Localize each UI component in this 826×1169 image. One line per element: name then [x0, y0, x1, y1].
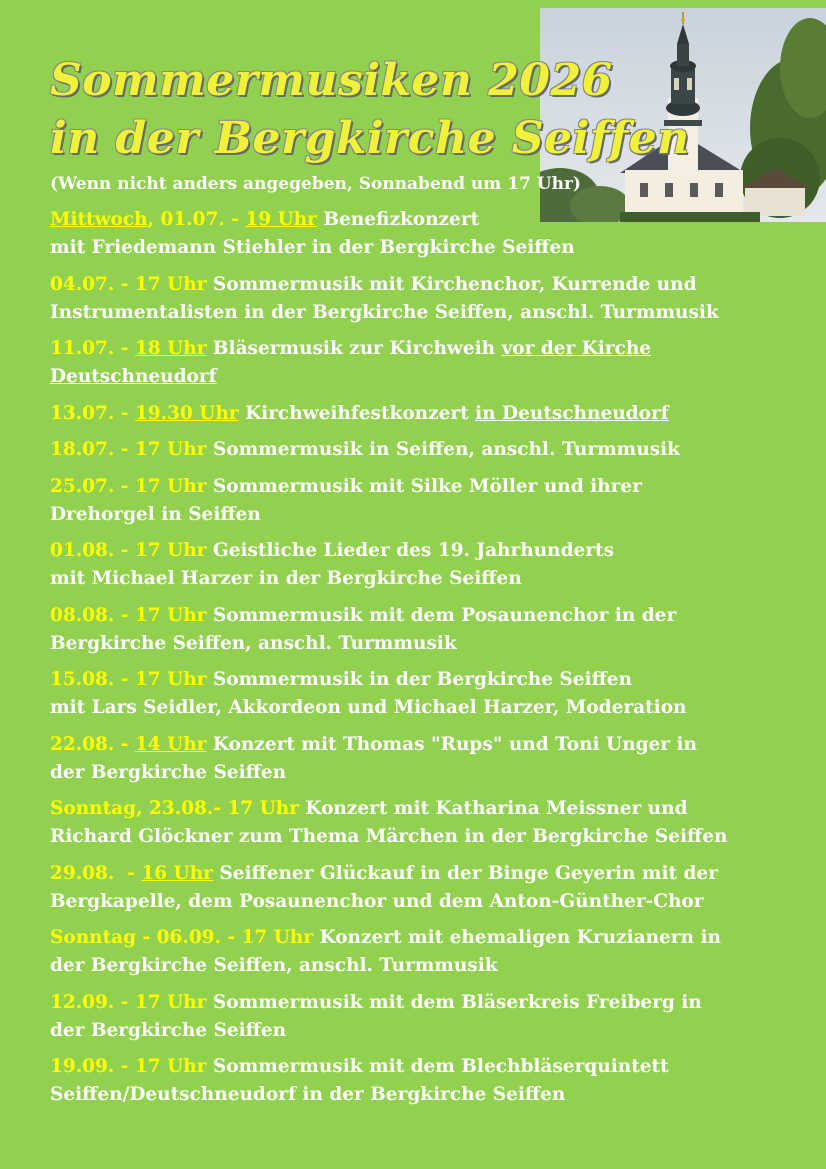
- event-description-cont: Bergkapelle, dem Posaunenchor und dem Anton-Günther-Chor: [50, 890, 704, 912]
- event-item: [50, 1053, 790, 1109]
- event-day: Mittwoch: [50, 209, 148, 230]
- event-description: Sommermusik mit Kirchenchor, Kurrende und: [206, 273, 697, 295]
- event-date: , 01.07. -: [147, 209, 246, 230]
- event-time: 14 Uhr: [134, 733, 207, 755]
- event-item: [50, 731, 790, 787]
- event-time: 19.30 Uhr: [134, 402, 239, 424]
- event-date: 15.08. - 17 Uhr: [50, 669, 207, 690]
- event-item: [50, 537, 790, 593]
- title-line-1: Sommermusiken 2026: [50, 55, 613, 106]
- event-date: 22.08. -: [50, 733, 135, 755]
- event-description-cont: der Bergkirche Seiffen: [50, 761, 287, 783]
- event-description: Seiffener Glückauf in der Binge Geyerin mit der: [212, 862, 718, 884]
- event-time: 16 Uhr: [141, 862, 213, 884]
- event-date: 29.08. -: [50, 862, 142, 884]
- event-item: [50, 924, 790, 980]
- event-time: 19 Uhr: [245, 209, 317, 230]
- event-description-cont: mit Lars Seidler, Akkordeon und Michael Harzer, Moderation: [50, 697, 687, 718]
- event-description-cont: mit Friedemann Stiehler in der Bergkirche Seiffen: [50, 237, 575, 258]
- event-date: Sonntag - 06.09. - 17 Uhr: [50, 927, 314, 948]
- event-description: Sommermusik mit dem Posaunenchor in der: [206, 604, 677, 626]
- page-title: [50, 52, 690, 168]
- event-description: Konzert mit Thomas "Rups" und Toni Unger in: [206, 733, 697, 755]
- event-date: 13.07. -: [50, 402, 135, 424]
- event-description: Konzert mit Katharina Meissner und: [298, 798, 688, 819]
- event-description: Sommermusik mit dem Blechbläserquintett: [206, 1056, 669, 1077]
- event-description: Konzert mit ehemaligen Kruzianern in: [313, 927, 721, 948]
- event-description-cont: der Bergkirche Seiffen, anschl. Turmmusik: [50, 955, 498, 976]
- event-item: [50, 602, 790, 658]
- event-date: 25.07. - 17 Uhr: [50, 475, 207, 497]
- event-description-cont: Richard Glöckner zum Thema Märchen in der Bergkirche Seiffen: [50, 826, 728, 847]
- event-description: Kirchweihfestkonzert: [238, 402, 476, 424]
- event-place: vor der Kirche: [501, 338, 652, 359]
- event-item: [50, 436, 790, 464]
- event-date: 04.07. - 17 Uhr: [50, 273, 207, 295]
- event-list: [50, 206, 790, 1118]
- event-date: 01.08. - 17 Uhr: [50, 540, 207, 561]
- event-item: [50, 400, 790, 428]
- event-description-cont: Seiffen/Deutschneudorf in der Bergkirche Seiffen: [50, 1084, 566, 1105]
- event-date: 12.09. - 17 Uhr: [50, 991, 207, 1013]
- event-description: Bläsermusik zur Kirchweih: [206, 338, 502, 359]
- event-place: in Deutschneudorf: [475, 402, 669, 424]
- event-item: [50, 335, 790, 391]
- event-description-cont: Instrumentalisten in der Bergkirche Seiffen, anschl. Turmmusik: [50, 301, 719, 323]
- event-date: 18.07. - 17 Uhr: [50, 439, 207, 460]
- event-date: 08.08. - 17 Uhr: [50, 604, 207, 626]
- event-description-cont: der Bergkirche Seiffen: [50, 1019, 287, 1041]
- event-description-cont: Drehorgel in Seiffen: [50, 503, 261, 525]
- event-description: Sommermusik in der Bergkirche Seiffen: [206, 669, 632, 690]
- event-description: Geistliche Lieder des 19. Jahrhunderts: [206, 540, 615, 561]
- event-description: Benefizkonzert: [316, 209, 480, 230]
- event-description-cont: Bergkirche Seiffen, anschl. Turmmusik: [50, 632, 457, 654]
- event-item: [50, 473, 790, 529]
- event-date: 11.07. -: [50, 338, 135, 359]
- event-place-cont: Deutschneudorf: [50, 366, 217, 387]
- event-date: 19.09. - 17 Uhr: [50, 1056, 207, 1077]
- event-item: [50, 271, 790, 327]
- event-date: Sonntag, 23.08.- 17 Uhr: [50, 798, 299, 819]
- event-item: [50, 795, 790, 851]
- subtitle: (Wenn nicht anders angegeben, Sonnabend um 17 Uhr): [50, 174, 581, 194]
- event-description: Sommermusik mit Silke Möller und ihrer: [206, 475, 642, 497]
- event-description: Sommermusik in Seiffen, anschl. Turmmusik: [206, 439, 680, 460]
- event-item: [50, 989, 790, 1045]
- event-item: [50, 206, 790, 262]
- event-description: Sommermusik mit dem Bläserkreis Freiberg in: [206, 991, 702, 1013]
- event-time: 18 Uhr: [134, 338, 207, 359]
- event-item: [50, 860, 790, 916]
- title-line-2: in der Bergkirche Seiffen: [50, 113, 690, 164]
- event-item: [50, 666, 790, 722]
- event-description-cont: mit Michael Harzer in der Bergkirche Seiffen: [50, 568, 522, 589]
